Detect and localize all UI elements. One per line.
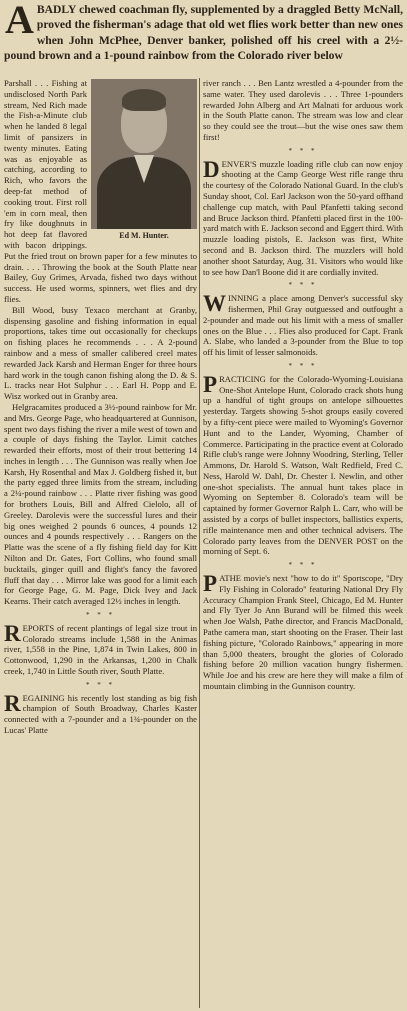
drop-cap: W <box>203 291 226 317</box>
article-paragraph: Bill Wood, busy Texaco merchant at Granby, dispensing gasoline and fishing information in equal proportions, takes time out occasionally for checkups on fishing places he recommends . . . A 2-pound rainbow and a mess of smaller calibered creel mates rewarded Jack Karsh and Herman Enger for three hours hard work in the tough canon fishing along the D. & S. L. tracks near Hot Sulphur . . . Earl H. Popp and E. Wisz worked out in Granby area. <box>4 304 197 402</box>
lead-paragraph <box>4 2 403 63</box>
column-rule <box>199 78 200 1008</box>
lead-text: BADLY chewed coachman fly, supplemented by a draggled Betty McNall, proved the fisherman's adage that old wet flies work better than new ones when John McPhee, Denver banker, polished off his creel with a 2½-pound brown and a 1-pound rainbow from the Colorado river below <box>4 3 403 62</box>
article-paragraph: DENVER'S muzzle loading rifle club can now enjoy shooting at the Camp George West rifle range thru the courtesy of the Colorado National Guard. In the club's Sunday shoot, Col. Earl Jackson won the 50-yard offhand challenge cup match, with Paul Pfanfetti taking second and Bruce Jackson third. Pfanfetti placed first in the 100-yard match with E. Jackson second and Eggert third. With muzzle loading pistols, E. Jackson was first, White second and B. Jackson third. The muzzlers will hold another shoot Saturday, Aug. 31. Visitors who would like to see how Dan'l Boone did it are cordially invited. <box>203 156 403 277</box>
photo-caption: Ed M. Hunter. <box>119 231 169 240</box>
section-divider: * * * <box>288 561 318 570</box>
article-paragraph: REPORTS of recent plantings of legal size trout in Colorado streams include 1,588 in the Animas river, 1,558 in the Pine, 1,874 in Twin Lakes, 800 in Cottonwood, 1,290 in the Arkansas, 1,200 in Chalk creek, 1,740 in Little South river, South Platte. <box>4 620 197 677</box>
article-paragraph: PRACTICING for the Colorado-Wyoming-Louisiana One-Shot Antelope Hunt, Colorado crack shots hung up a handful of tight groups on antelope silhouettes yesterday. Targets showing 5-shot groups easily covered by a fifty-cent piece were mailed to Wyoming's Governor Hunt and to the Lander, Wyoming, Chamber of Commerce. Participating in the practice event at Colorado Rifle club's range were Johnny Woodring, Sterling, Teller Ammons, Dr. Harold S. Watson, Walt Redfield, Fred C. Ness, Harold W. Dahl, Dr. Chester I. Newlin, and other one-shot specialists. The annual hunt takes place in Wyoming on September 8. Colorado's team will be captained by former Governor Ralph L. Carr, who will be assisted by a corps of bullet inspectors, ballistics experts, rifle maintenance men and other technical advisers. The Colorado party leaves from the DENVER POST on the morning of Sept. 6. <box>203 371 403 557</box>
section-divider: * * * <box>288 146 318 155</box>
article-paragraph: Helgracamites produced a 3½-pound rainbow for Mr. and Mrs. George Page, who headquartered at Gunnison, spent two days fishing the river a mile west of town and a couple of days fishing the Taylor. Limit catches rewarded their efforts, most of their trout bettering 14 inches in length . . . The Gunnison was really when Joe Karsh, Hy Rosenthal and Max J. Goldberg fished it, but the party egged three limits from the stream, including a 2¼-pound rainbow . . . Platte river fishing was good for brothers Louis, Bill and Alfred Cielolo, all of Greeley. Darolevis were the successful lures and their big ones weighed 2 pounds 6 ounces, 4 pounds 12 ounces and 4 pounds respectively . . . Rangers on the Platte was the scene of a fly fishing field day for Kitt Nilton and Dr. Gates, Fort Collins, who found small bucktails, ginger quill and flight's fancy the favored fluff that day . . . Mirror lake was good for a limit each for George Page, G. M. Page, Dick Ivey and Jack Kearns. Their catch averaged 12½ inches in length. <box>4 401 197 607</box>
photo-block <box>91 79 197 242</box>
section-divider: * * * <box>86 611 115 620</box>
right-column <box>203 78 403 1011</box>
article-paragraph: Parshall . . . Fishing at undisclosed North Park stream, Ned Rich made the Fish-a-Minute club when he landed 8 legal limit of pansizers in twenty minutes. Eating was as enjoyable as catching, according to Rich, who favors the deep-fat method of cooking trout. First roll 'em in corn meal, then fry like doughnuts in hot deep fat flavored with bacon drippings. Put the fried trout on brown paper for a few minutes to drain. . . . Throwing the book at the South Platte near Bailey, Guy Grimes, Arvada, fished two days without success. He used worms, spinners, wet flies and dry flies. <box>4 78 197 304</box>
drop-cap: P <box>203 371 218 397</box>
lead-drop-cap: A <box>5 0 34 42</box>
section-divider: * * * <box>288 281 318 290</box>
article-paragraph: river ranch . . . Ben Lantz wrestled a 4-pounder from the same water. They used darolevis . . . Three 1-pounders rewarded John Alberg and Art Malnati for arduous work in the South Platte canon. The stream was low and clear so they could see the trout—but the wise ones saw them first! <box>203 78 403 142</box>
left-column <box>4 78 197 1011</box>
portrait-photo <box>91 79 197 229</box>
section-divider: * * * <box>86 680 115 689</box>
section-divider: * * * <box>288 361 318 370</box>
drop-cap: P <box>203 571 218 597</box>
article-paragraph: WINNING a place among Denver's successful sky fishermen, Phil Gray outguessed and outfought a 2-pounder and made out his limit with a mess of smaller ones on the Blue . . . Flies also produced for Capt. Frank A. Slabe, who landed a 3-pounder from the Blue to top off his limit of lesser salmonoids. <box>203 291 403 358</box>
drop-cap: R <box>4 690 21 716</box>
article-paragraph: PATHE movie's next "how to do it" Sportscope, "Dry Fly Fishing in Colorado" featuring National Dry Fly Accuracy Champion Frank Steel, Chicago, Ed M. Hunter and Fly Tyer Jo Ann Burand will be filmed this week when Joe Walsh, Pathe director, and Francis MacDonald, Pathe camera man, start shooting on the Fraser. Their last fishing picture, "Colorado Rainbows," appearing in more than 5,000 theaters, brought the glories of Colorado fishing before 20 million vacation hungry fishermen. While Joe and his crew are here they will make a film of mountain climbing in the Gunnison country. <box>203 571 403 692</box>
article-paragraph: REGAINING his recently lost standing as big fish champion of South Broadway, Charles Kaster connected with a 7-pounder and a 1¾-pounder on the Lucas' Platte <box>4 690 197 736</box>
drop-cap: R <box>4 620 21 646</box>
drop-cap: D <box>203 156 220 182</box>
